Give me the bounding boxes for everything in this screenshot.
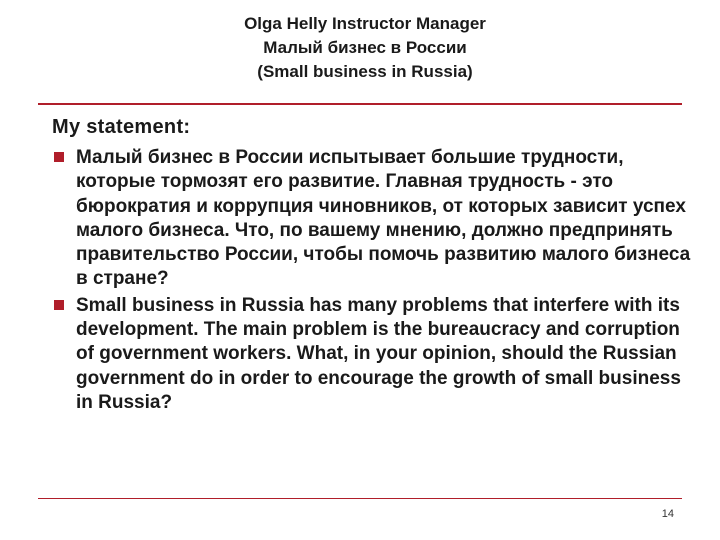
bullet-item-english — [52, 294, 692, 415]
bullet-list — [52, 146, 692, 417]
bullet-text: Малый бизнес в России испытывает большие трудности, которые тормозят его развитие. Главная трудность - это бюрократия и коррупция чиновников, от которых зависит успех малого бизнеса. Что, по вашему мнению, должно предпринять правительство России, чтобы помочь развитию малого бизнеса в стране? — [76, 147, 691, 290]
slide-title — [150, 12, 580, 84]
square-bullet-icon — [54, 300, 64, 310]
page-number: 14 — [661, 508, 674, 520]
statement-heading: My statement: — [52, 116, 191, 138]
title-russian-line: Малый бизнес в России — [263, 38, 467, 57]
title-english-line: (Small business in Russia) — [257, 62, 473, 81]
bullet-item-russian — [52, 146, 692, 292]
title-author-line: Olga Helly Instructor Manager — [244, 14, 486, 33]
footer-divider — [38, 498, 682, 499]
title-divider — [38, 103, 682, 105]
bullet-text: Small business in Russia has many problems that interfere with its development. The main problem is the bureaucracy and corruption of government workers. What, in your opinion, should the Russian government do in order to encourage the growth of small business in Russia? — [76, 294, 681, 413]
square-bullet-icon — [54, 152, 64, 162]
